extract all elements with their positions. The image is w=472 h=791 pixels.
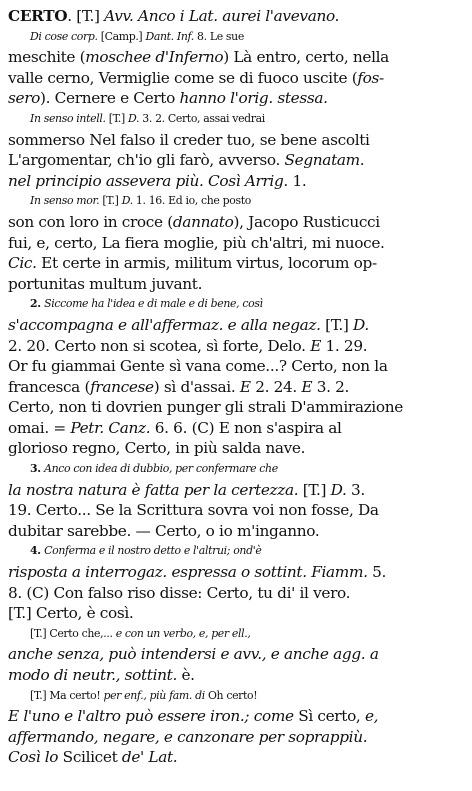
italic-text: Di cose corp. (30, 29, 98, 43)
text-line (8, 6, 462, 27)
text-line (8, 562, 462, 583)
italic-text: E l'uno e l'altro può essere iron.; come (8, 707, 294, 726)
text-segment: fui, e, certo, La fiera moglie, più ch'altri, mi nuoce. (8, 233, 385, 252)
italic-text: D. (353, 315, 369, 334)
italic-text: E (310, 336, 322, 355)
text-line (8, 68, 462, 89)
text-segment: ). Cernere e Certo (40, 89, 180, 108)
italic-text: Segnatam. (284, 151, 365, 170)
italic-text: Conferma e il nostro detto e l'altrui; ond'è (44, 544, 262, 558)
italic-text: Cic. (8, 254, 37, 273)
text-segment: sommerso Nel falso il creder tuo, se bene ascolti (8, 130, 370, 149)
text-segment: omai. = (8, 418, 71, 437)
text-line (8, 521, 462, 542)
text-segment: Sì certo, (293, 707, 365, 726)
text-line (8, 212, 462, 233)
text-line (8, 665, 462, 686)
text-segment: ) Là entro, certo, nella (223, 48, 389, 67)
text-line (8, 541, 462, 562)
italic-text: nel principio assevera più. Così Arrig. (8, 171, 288, 190)
text-segment: [T.] (105, 111, 129, 125)
text-segment: Et certe in armis, militum virtus, locorum op- (36, 254, 377, 273)
italic-text: D. (330, 480, 347, 499)
text-segment: 6. 6. (C) E non s'aspira al (150, 418, 342, 437)
text-line (8, 47, 462, 68)
italic-text: fos- (357, 68, 384, 87)
text-segment: [Camp.] (97, 29, 146, 43)
italic-text: In senso intell. (30, 111, 106, 125)
text-line (8, 459, 462, 480)
text-segment: Certo, non ti dovrien punger gli strali D'ammirazione (8, 398, 403, 417)
text-line (8, 315, 462, 336)
italic-text: Siccome ha l'idea e di male e di bene, così (44, 297, 263, 311)
italic-text: affermando, negare, e canzonare per soprappiù. (8, 727, 368, 746)
text-line (8, 727, 462, 748)
text-line (8, 274, 462, 295)
text-segment: [T.] Certo che,... (30, 626, 116, 640)
italic-text: Avv. Anco i Lat. aurei l'avevano. (104, 7, 340, 25)
text-segment: [T.] Certo, è così. (8, 604, 134, 623)
text-line (8, 624, 462, 645)
italic-text: E (239, 377, 251, 396)
text-line (8, 171, 462, 192)
text-segment: 3. 2. (312, 377, 350, 396)
italic-text: Dant. Inf. (145, 29, 194, 43)
text-segment: [T.] (320, 315, 354, 334)
text-line (8, 644, 462, 665)
italic-text: hanno l'orig. stessa. (179, 89, 328, 108)
text-segment: Scilicet (58, 748, 122, 767)
italic-text: Così lo (8, 748, 59, 767)
italic-text: risposta a interrogaz. espressa o sottint. Fiamm. (8, 563, 368, 582)
italic-text: s'accompagna e all'affermaz. e alla negaz. (8, 315, 321, 334)
text-line (8, 603, 462, 624)
text-segment: valle cerno, Vermiglie come se di fuoco uscite ( (8, 68, 358, 87)
text-line (8, 480, 462, 501)
italic-text: modo di neutr., sottint. (8, 666, 177, 684)
headword: 3. (30, 462, 45, 476)
text-line (8, 397, 462, 418)
text-line (8, 233, 462, 254)
text-segment: portunitas multum juvant. (8, 274, 203, 293)
text-line (8, 130, 462, 151)
text-segment: 1. 16. Ed io, che posto (132, 194, 251, 208)
text-line (8, 27, 462, 48)
italic-text: anche senza, può intendersi e avv., e anche agg. a (8, 645, 379, 664)
text-segment: son con loro in croce ( (8, 212, 173, 231)
italic-text: per enf., più fam. di (103, 688, 205, 702)
italic-text: la nostra natura è fatta per la certezza. (8, 480, 299, 499)
italic-text: e con un verbo, e, per ell., (115, 626, 251, 640)
text-line (8, 88, 462, 109)
italic-text: de' Lat. (121, 748, 178, 767)
text-line (8, 356, 462, 377)
text-segment: [T.] (99, 194, 122, 208)
text-line (8, 500, 462, 521)
italic-text: D. (121, 194, 133, 208)
text-segment: glorioso regno, Certo, in più salda nave. (8, 439, 306, 458)
text-line (8, 191, 462, 212)
headword: 4. (30, 544, 45, 558)
text-segment: 8. Le sue (193, 29, 244, 43)
text-segment: [T.] Ma certo! (30, 688, 104, 702)
italic-text: francese (90, 377, 154, 396)
text-segment: . [T.] (67, 7, 105, 25)
italic-text: dannato (172, 212, 234, 231)
italic-text: e, (364, 707, 379, 726)
text-line (8, 150, 462, 171)
text-segment: ) sì d'assai. (153, 377, 240, 396)
text-segment: 2. 20. Certo non si scotea, sì forte, Delo. (8, 336, 311, 355)
text-line (8, 336, 462, 357)
italic-text: moschee d'Inferno (85, 48, 224, 67)
text-segment: 8. (C) Con falso riso disse: Certo, tu di' il vero. (8, 583, 351, 602)
text-line (8, 686, 462, 707)
text-line (8, 438, 462, 459)
text-segment: francesca ( (8, 377, 91, 396)
text-line (8, 706, 462, 727)
text-segment: 1. (287, 171, 307, 190)
italic-text: In senso mor. (30, 194, 100, 208)
text-segment: 2. 24. (250, 377, 302, 396)
text-segment: Or fu giammai Gente sì vana come...? Certo, non la (8, 357, 388, 376)
text-line (8, 747, 462, 768)
text-segment: 3. (346, 480, 365, 499)
text-segment: ), Jacopo Rusticucci (233, 212, 380, 231)
text-segment: 5. (367, 563, 387, 582)
text-line (8, 418, 462, 439)
entry-body (8, 6, 462, 768)
headword: 2. (30, 297, 45, 311)
headword: CERTO (8, 7, 68, 25)
text-segment: Oh certo! (204, 688, 258, 702)
text-line (8, 377, 462, 398)
italic-text: Petr. Canz. (70, 418, 151, 437)
text-segment: 3. 2. Certo, assai vedrai (139, 111, 265, 125)
italic-text: E (301, 377, 313, 396)
text-segment: 19. Certo... Se la Scrittura sovra voi non fosse, Da (8, 501, 379, 520)
text-segment: dubitar sarebbe. — Certo, o io m'inganno. (8, 521, 320, 540)
italic-text: D. (128, 111, 140, 125)
text-segment: è. (176, 666, 195, 684)
text-line (8, 253, 462, 274)
text-segment: meschite ( (8, 48, 86, 67)
text-segment: 1. 29. (321, 336, 368, 355)
text-line (8, 294, 462, 315)
text-line (8, 583, 462, 604)
italic-text: sero (8, 89, 41, 108)
text-segment: L'argomentar, ch'io gli farò, avverso. (8, 151, 285, 170)
italic-text: Anco con idea di dubbio, per confermare che (44, 462, 278, 476)
text-segment: [T.] (298, 480, 331, 499)
text-line (8, 109, 462, 130)
